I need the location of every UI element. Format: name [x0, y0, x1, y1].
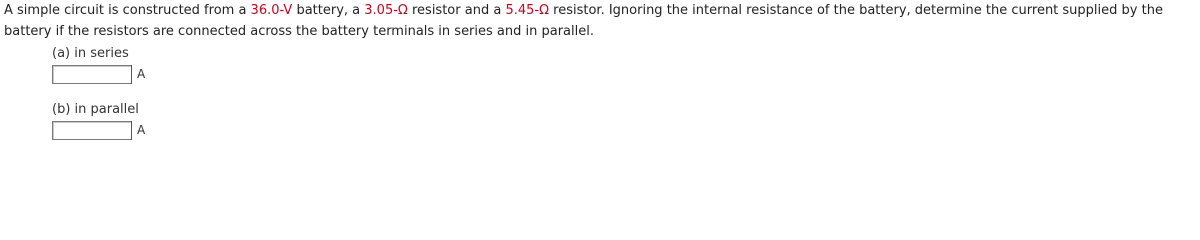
part-a-answer-input[interactable]	[52, 65, 132, 84]
part-a-answer-row	[52, 65, 150, 84]
part-b-answer-row	[52, 121, 150, 140]
resistor-2-value: 5.45-Ω	[505, 3, 550, 18]
question-text-part-2: battery, a	[292, 3, 365, 18]
part-b-unit: A	[131, 121, 150, 140]
question-text-part-3: resistor and a	[407, 3, 506, 18]
part-a-unit: A	[131, 65, 150, 84]
resistor-1-value: 3.05-Ω	[364, 3, 408, 18]
part-a-label: (a) in series	[52, 46, 129, 61]
question-text-part-4: resistor. Ignoring the internal resistance of the battery, determine the current supplied by the battery if the resistors are connected across the battery terminals in series and in parallel.	[4, 3, 1163, 39]
part-b-parallel	[52, 102, 150, 140]
question-text-part-1: A simple circuit is constructed from a	[4, 3, 251, 18]
question-text	[4, 0, 1196, 42]
battery-voltage-value: 36.0-V	[250, 3, 293, 18]
part-a-series	[52, 46, 150, 84]
part-b-label: (b) in parallel	[52, 102, 139, 117]
part-b-answer-input[interactable]	[52, 121, 132, 140]
